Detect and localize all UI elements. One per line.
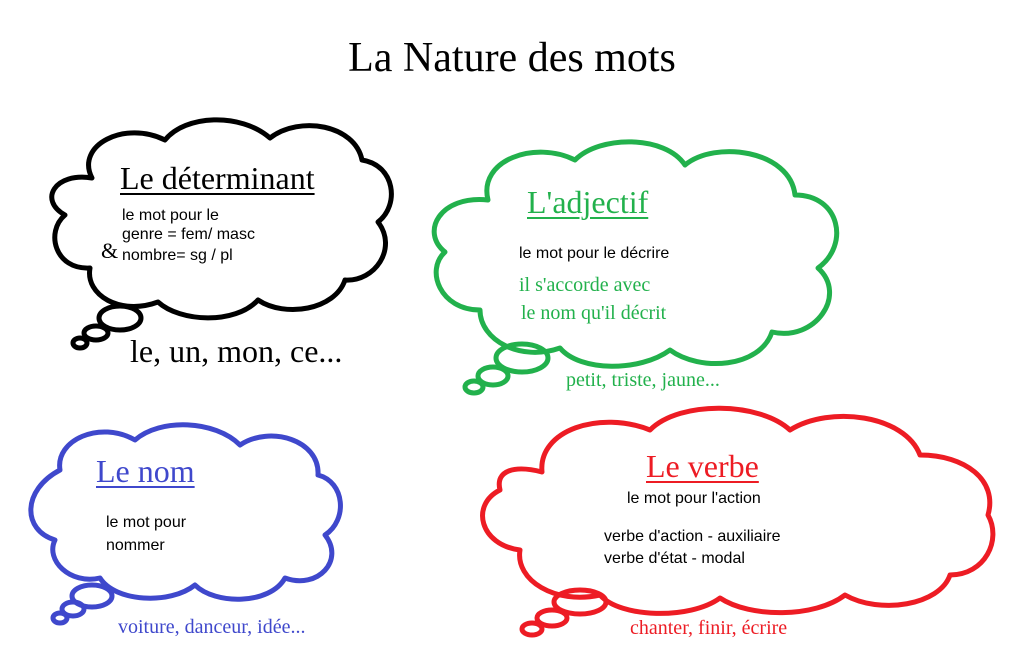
nom-cloud-outline (31, 425, 341, 599)
verbe-cloud (483, 408, 993, 635)
adjectif-line-1: le mot pour le décrire (519, 245, 670, 262)
verbe-cloud-outline (483, 408, 993, 613)
determinant-line-1: le mot pour le (122, 207, 219, 224)
adjectif-cloud (434, 142, 837, 393)
verbe-examples: chanter, finir, écrire (630, 617, 788, 639)
adjectif-heading: L'adjectif (527, 184, 649, 220)
determinant-examples: le, un, mon, ce... (130, 333, 343, 369)
adjectif-thought-bubble-small (465, 381, 483, 393)
determinant-thought-bubble-medium (84, 326, 108, 340)
nom-thought-bubble-small (53, 613, 67, 623)
determinant-line-2: genre = fem/ masc (122, 226, 255, 243)
adjectif-line-2: il s'accorde avec (519, 274, 651, 296)
verbe-thought-bubble-small (522, 623, 542, 635)
nom-line-1: le mot pour (106, 514, 187, 531)
verbe-line-1: le mot pour l'action (627, 490, 761, 507)
nom-line-2: nommer (106, 537, 165, 554)
determinant-line-3: nombre= sg / pl (122, 247, 233, 264)
verbe-line-3: verbe d'état - modal (604, 550, 745, 567)
page-title: La Nature des mots (348, 35, 676, 81)
determinant-heading: Le déterminant (120, 160, 315, 196)
determinant-thought-bubble-small (73, 338, 87, 348)
adjectif-line-3: le nom qu'il décrit (521, 302, 667, 324)
nom-heading: Le nom (96, 453, 195, 489)
adjectif-examples: petit, triste, jaune... (566, 369, 720, 391)
verbe-heading: Le verbe (646, 448, 759, 484)
determinant-ampersand: & (101, 238, 119, 263)
nom-examples: voiture, danceur, idée... (118, 616, 306, 638)
determinant-cloud-outline (52, 120, 392, 318)
verbe-line-2: verbe d'action - auxiliaire (604, 528, 781, 545)
